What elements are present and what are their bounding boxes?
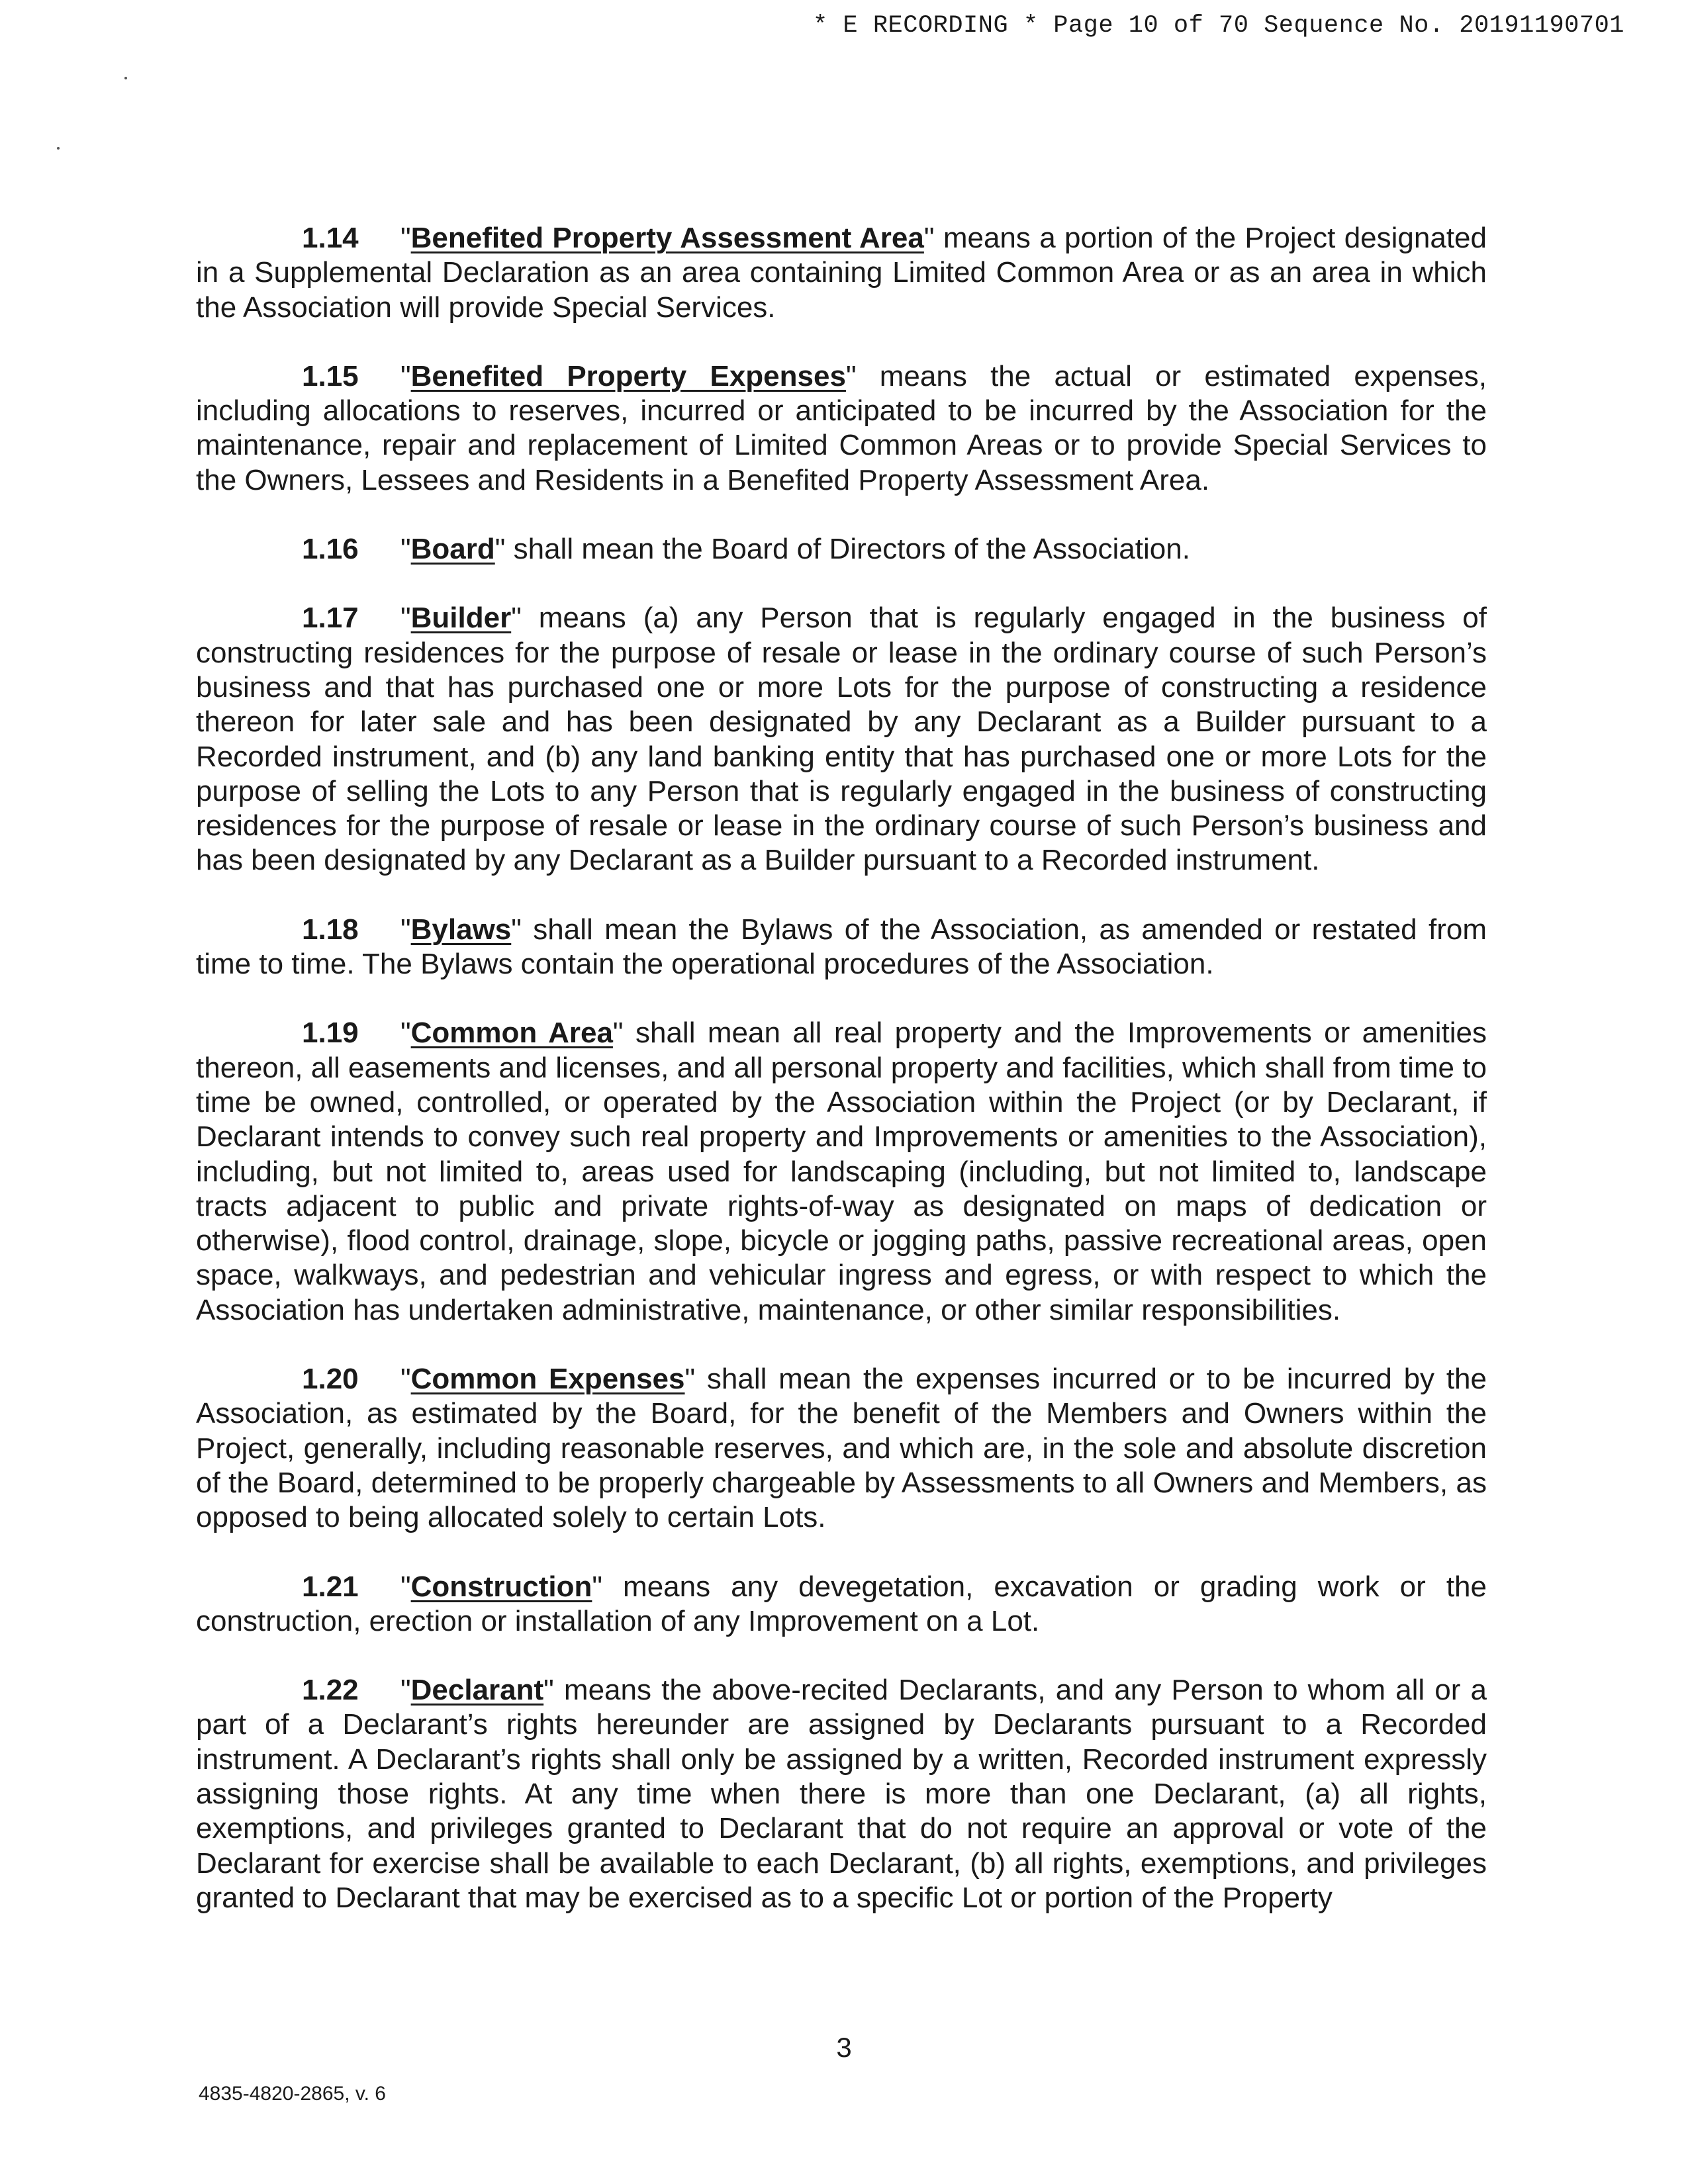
definition-body: shall mean all real property and the Improvements or amenities thereon, all easements and licenses, and all personal property and facilities, which shall from time to time be owned, controlled, or operated by the Association within the Project (or by Declarant, if Declarant intends to convey such real property and Improvements or amenities to the Association), including, but not limited to, areas used for landscaping (including, but not limited to, landscape tracts adjacent to public and private rights-of-way as designated on maps of dedication or otherwise), flood control, drainage, slope, bicycle or jogging paths, passive recreational areas, open space, walkways, and pedestrian and vehicular ingress and egress, or with respect to which the Association has undertaken administrative, maintenance, or other similar responsibilities. [196,1017,1487,1326]
definition-body: shall mean the expenses incurred or to be incurred by the Association, as estimated by the Board, for the benefit of the Members and Owners within the Project, generally, including reasonable reserves, and which are, in the sole and absolute discretion of the Board, determined to be properly chargeable by Assessments to all Owners and Members, as opposed to being allocated solely to certain Lots. [196,1363,1487,1534]
definition-paragraph: 1.18 "Bylaws" shall mean the Bylaws of the Association, as amended or restated from time to time. The Bylaws contain the operational procedures of the Association. [196,913,1487,981]
scan-speck [124,77,127,79]
definition-paragraph: 1.16 "Board" shall mean the Board of Directors of the Association. [196,532,1487,567]
definition-term: Board [410,533,495,566]
page-number: 3 [836,2032,852,2063]
definition-number: 1.16 [302,533,359,566]
definition-paragraph: 1.22 "Declarant" means the above-recited Declarants, and any Person to whom all or a part of a Declarant’s rights hereunder are assigned by Declarants pursuant to a Recorded instrument. A Declarant’s rights shall only be assigned by a written, Recorded instrument expressly assigning those rights. At any time when there is more than one Declarant, (a) all rights, exemptions, and privileges granted to Declarant that do not require an approval or vote of the Declarant for exercise shall be available to each Declarant, (b) all rights, exemptions, and privileges granted to Declarant that may be exercised as to a specific Lot or portion of the Property [196,1674,1487,1914]
definitions-section [196,221,1487,1950]
definition-number: 1.19 [302,1017,359,1050]
recording-header: * E RECORDING * Page 10 of 70 Sequence No. 20191190701 [813,12,1624,40]
scan-speck [57,147,60,150]
definition-number: 1.14 [302,222,359,254]
definition-paragraph: 1.15 "Benefited Property Expenses" means the actual or estimated expenses, including allocations to reserves, incurred or anticipated to be incurred by the Association for the maintenance, repair and replacement of Limited Common Areas or to provide Special Services to the Owners, Lessees and Residents in a Benefited Property Assessment Area. [196,359,1487,496]
definition-body: means any devegetation, excavation or grading work or the construction, erection or installation of any Improvement on a Lot. [196,1570,1487,1637]
definition-number: 1.15 [302,359,359,392]
definition-body: means (a) any Person that is regularly engaged in the business of constructing residences for the purpose of resale or lease in the ordinary course of such Person’s business and that has purchased one or more Lots for the purpose of constructing a residence thereon for later sale and has been designated by any Declarant as a Builder pursuant to a Recorded instrument, and (b) any land banking entity that has purchased one or more Lots for the purpose of selling the Lots to any Person that is regularly engaged in the business of constructing residences for the purpose of resale or lease in the ordinary course of such Person’s business and has been designated by any Declarant as a Builder pursuant to a Recorded instrument. [196,602,1487,877]
definition-body: means a portion of the Project designated in a Supplemental Declaration as an area containing Limited Common Area or as an area in which the Association will provide Special Services. [196,222,1487,324]
definition-term: Common Area [410,1017,613,1050]
definition-paragraph: 1.19 "Common Area" shall mean all real property and the Improvements or amenities thereon, all easements and licenses, and all personal property and facilities, which shall from time to time be owned, controlled, or operated by the Association within the Project (or by Declarant, if Declarant intends to convey such real property and Improvements or amenities to the Association), including, but not limited to, areas used for landscaping (including, but not limited to, landscape tracts adjacent to public and private rights-of-way as designated on maps of dedication or otherwise), flood control, drainage, slope, bicycle or jogging paths, passive recreational areas, open space, walkways, and pedestrian and vehicular ingress and egress, or with respect to which the Association has undertaken administrative, maintenance, or other similar responsibilities. [196,1017,1487,1326]
definition-term: Common Expenses [410,1363,685,1396]
definition-number: 1.20 [302,1363,359,1396]
definition-number: 1.21 [302,1570,359,1603]
definition-term: Builder [410,602,512,635]
definition-term: Declarant [410,1674,544,1707]
definition-term: Bylaws [410,913,512,946]
definition-body: shall mean the Board of Directors of the Association. [505,533,1190,566]
definition-body: shall mean the Bylaws of the Association, as amended or restated from time to time. The Bylaws contain the operational procedures of the Association. [196,913,1487,981]
definition-body: means the above-recited Declarants, and any Person to whom all or a part of a Declarant’s rights hereunder are assigned by Declarants pursuant to a Recorded instrument. A Declarant’s rights shall only be assigned by a written, Recorded instrument expressly assigning those rights. At any time when there is more than one Declarant, (a) all rights, exemptions, and privileges granted to Declarant that do not require an approval or vote of the Declarant for exercise shall be available to each Declarant, (b) all rights, exemptions, and privileges granted to Declarant that may be exercised as to a specific Lot or portion of the Property [196,1674,1487,1914]
definition-term: Benefited Property Assessment Area [410,222,924,254]
definition-paragraph: 1.17 "Builder" means (a) any Person that is regularly engaged in the business of constructing residences for the purpose of resale or lease in the ordinary course of such Person’s business and that has purchased one or more Lots for the purpose of constructing a residence thereon for later sale and has been designated by any Declarant as a Builder pursuant to a Recorded instrument, and (b) any land banking entity that has purchased one or more Lots for the purpose of selling the Lots to any Person that is regularly engaged in the business of constructing residences for the purpose of resale or lease in the ordinary course of such Person’s business and has been designated by any Declarant as a Builder pursuant to a Recorded instrument. [196,602,1487,877]
definition-term: Construction [410,1570,592,1603]
definition-number: 1.17 [302,602,359,635]
document-id: 4835-4820-2865, v. 6 [199,2083,386,2105]
definition-paragraph: 1.20 "Common Expenses" shall mean the expenses incurred or to be incurred by the Association, as estimated by the Board, for the benefit of the Members and Owners within the Project, generally, including reasonable reserves, and which are, in the sole and absolute discretion of the Board, determined to be properly chargeable by Assessments to all Owners and Members, as opposed to being allocated solely to certain Lots. [196,1363,1487,1534]
definition-number: 1.18 [302,913,359,946]
definition-number: 1.22 [302,1674,359,1707]
definition-paragraph: 1.14 "Benefited Property Assessment Area" means a portion of the Project designated in a Supplemental Declaration as an area containing Limited Common Area or as an area in which the Association will provide Special Services. [196,222,1487,324]
definition-paragraph: 1.21 "Construction" means any devegetation, excavation or grading work or the construction, erection or installation of any Improvement on a Lot. [196,1570,1487,1637]
definition-body: means the actual or estimated expenses, including allocations to reserves, incurred or anticipated to be incurred by the Association for the maintenance, repair and replacement of Limited Common Areas or to provide Special Services to the Owners, Lessees and Residents in a Benefited Property Assessment Area. [196,359,1487,496]
definition-term: Benefited Property Expenses [410,359,846,392]
